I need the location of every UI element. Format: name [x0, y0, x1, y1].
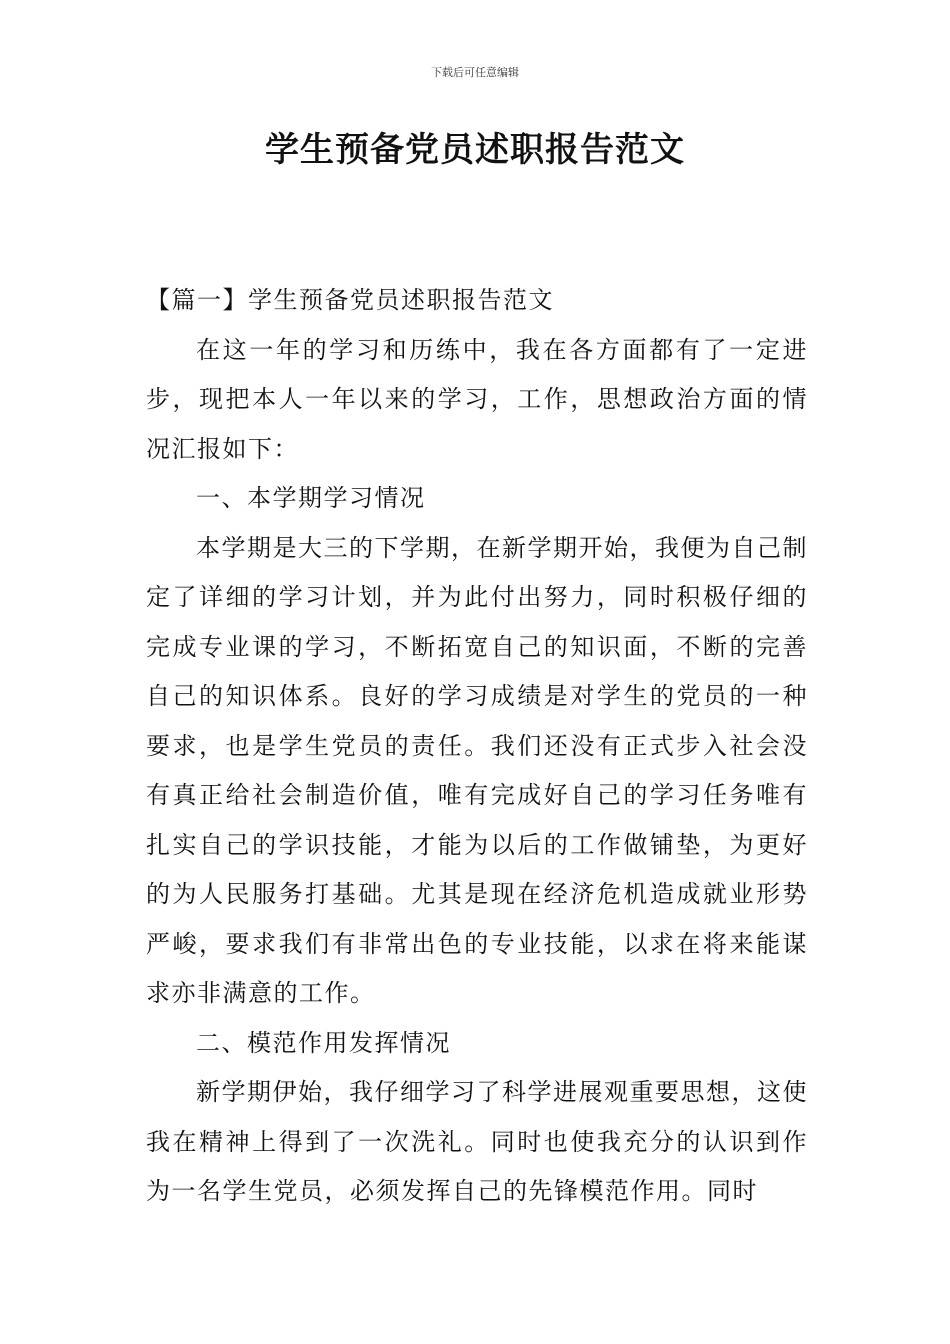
document-title: 学生预备党员述职报告范文 — [265, 130, 685, 170]
document-body — [146, 276, 808, 1217]
body-paragraph: 新学期伊始，我仔细学习了科学进展观重要思想，这使我在精神上得到了一次洗礼。同时也使我充分的认识到作为一名学生党员，必须发挥自己的先锋模范作用。同时 — [146, 1078, 808, 1205]
header-note: 下载后可任意编辑 — [431, 66, 519, 79]
subheading-role-model: 二、模范作用发挥情况 — [196, 1028, 451, 1057]
subheading-study: 一、本学期学习情况 — [196, 484, 426, 512]
body-paragraph: 本学期是大三的下学期，在新学期开始，我便为自己制定了详细的学习计划，并为此付出努力，同时积极仔细的完成专业课的学习，不断拓宽自己的知识面，不断的完善自己的知识体系。良好的学习成绩是对学生的党员的一种要求，也是学生党员的责任。我们还没有正式步入社会没有真正给社会制造价值，唯有完成好自己的学习任务唯有扎实自己的学识技能，才能为以后的工作做铺垫，为更好的为人民服务打基础。尤其是现在经济危机造成就业形势严峻，要求我们有非常出色的专业技能，以求在将来能谋求亦非满意的工作。 — [146, 533, 808, 1007]
section-heading: 【篇一】学生预备党员述职报告范文 — [146, 286, 554, 314]
body-paragraph: 在这一年的学习和历练中，我在各方面都有了一定进步，现把本人一年以来的学习，工作，思想政治方面的情况汇报如下： — [146, 335, 808, 463]
